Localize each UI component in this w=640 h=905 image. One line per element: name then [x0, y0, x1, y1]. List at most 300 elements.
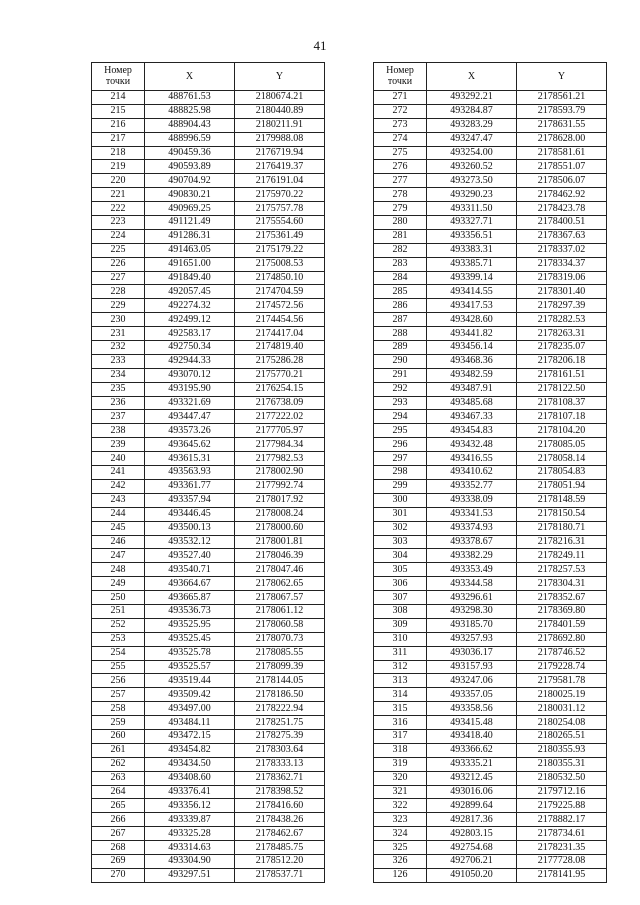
table-row [374, 646, 607, 660]
point-number-cell: 218 [92, 146, 145, 160]
table-row [374, 396, 607, 410]
y-coordinate-cell: 2178002.90 [235, 466, 325, 480]
y-coordinate-cell: 2175970.22 [235, 188, 325, 202]
table-row [374, 493, 607, 507]
y-coordinate-cell: 2176738.09 [235, 396, 325, 410]
x-coordinate-cell: 488996.59 [145, 132, 235, 146]
point-number-cell: 290 [374, 354, 427, 368]
x-coordinate-cell: 493434.50 [145, 757, 235, 771]
table-row [374, 674, 607, 688]
x-coordinate-cell: 493284.87 [427, 104, 517, 118]
point-number-cell: 296 [374, 438, 427, 452]
table-row [374, 660, 607, 674]
table-row [92, 327, 325, 341]
y-coordinate-cell: 2178362.71 [235, 771, 325, 785]
y-coordinate-cell: 2175757.78 [235, 202, 325, 216]
table-row [92, 521, 325, 535]
table-row [374, 132, 607, 146]
x-coordinate-cell: 493454.82 [145, 743, 235, 757]
header-x: X [427, 63, 517, 91]
point-number-cell: 314 [374, 688, 427, 702]
y-coordinate-cell: 2178222.94 [235, 702, 325, 716]
point-number-cell: 236 [92, 396, 145, 410]
y-coordinate-cell: 2178257.53 [517, 563, 607, 577]
point-number-cell: 216 [92, 118, 145, 132]
table-row [92, 702, 325, 716]
x-coordinate-cell: 493454.83 [427, 424, 517, 438]
x-coordinate-cell: 493525.45 [145, 632, 235, 646]
y-coordinate-cell: 2178122.50 [517, 382, 607, 396]
y-coordinate-cell: 2178304.31 [517, 577, 607, 591]
table-row [374, 813, 607, 827]
point-number-cell: 256 [92, 674, 145, 688]
point-number-cell: 292 [374, 382, 427, 396]
point-number-cell: 237 [92, 410, 145, 424]
table-row [374, 368, 607, 382]
y-coordinate-cell: 2178333.13 [235, 757, 325, 771]
point-number-cell: 308 [374, 604, 427, 618]
point-number-cell: 313 [374, 674, 427, 688]
table-row [92, 591, 325, 605]
x-coordinate-cell: 493357.05 [427, 688, 517, 702]
y-coordinate-cell: 2177728.08 [517, 854, 607, 868]
point-number-cell: 223 [92, 216, 145, 230]
table-row [374, 341, 607, 355]
x-coordinate-cell: 492583.17 [145, 327, 235, 341]
x-coordinate-cell: 493482.59 [427, 368, 517, 382]
point-number-cell: 272 [374, 104, 427, 118]
table-row [374, 577, 607, 591]
x-coordinate-cell: 493410.62 [427, 466, 517, 480]
y-coordinate-cell: 2178561.21 [517, 91, 607, 105]
x-coordinate-cell: 493356.12 [145, 799, 235, 813]
y-coordinate-cell: 2176191.04 [235, 174, 325, 188]
point-number-cell: 277 [374, 174, 427, 188]
x-coordinate-cell: 493374.93 [427, 521, 517, 535]
point-number-cell: 243 [92, 493, 145, 507]
table-row [374, 382, 607, 396]
point-number-cell: 298 [374, 466, 427, 480]
y-coordinate-cell: 2178061.12 [235, 604, 325, 618]
y-coordinate-cell: 2178423.78 [517, 202, 607, 216]
y-coordinate-cell: 2180031.12 [517, 702, 607, 716]
point-number-cell: 225 [92, 243, 145, 257]
y-coordinate-cell: 2178067.57 [235, 591, 325, 605]
x-coordinate-cell: 493036.17 [427, 646, 517, 660]
x-coordinate-cell: 493418.40 [427, 729, 517, 743]
x-coordinate-cell: 493195.90 [145, 382, 235, 396]
table-row [374, 757, 607, 771]
point-number-cell: 250 [92, 591, 145, 605]
point-number-cell: 287 [374, 313, 427, 327]
x-coordinate-cell: 493304.90 [145, 854, 235, 868]
y-coordinate-cell: 2180254.08 [517, 716, 607, 730]
point-number-cell: 221 [92, 188, 145, 202]
coordinates-table-right [373, 62, 607, 883]
y-coordinate-cell: 2178060.58 [235, 618, 325, 632]
table-row [92, 618, 325, 632]
point-number-cell: 229 [92, 299, 145, 313]
x-coordinate-cell: 493361.77 [145, 479, 235, 493]
y-coordinate-cell: 2179228.74 [517, 660, 607, 674]
point-number-cell: 267 [92, 827, 145, 841]
table-row [92, 729, 325, 743]
table-row [92, 160, 325, 174]
x-coordinate-cell: 492057.45 [145, 285, 235, 299]
table-row [92, 396, 325, 410]
y-coordinate-cell: 2180025.19 [517, 688, 607, 702]
y-coordinate-cell: 2178070.73 [235, 632, 325, 646]
table-row [92, 563, 325, 577]
point-number-cell: 288 [374, 327, 427, 341]
x-coordinate-cell: 493378.67 [427, 535, 517, 549]
point-number-cell: 220 [92, 174, 145, 188]
point-number-cell: 300 [374, 493, 427, 507]
table-row [374, 716, 607, 730]
x-coordinate-cell: 492754.68 [427, 841, 517, 855]
x-coordinate-cell: 491121.49 [145, 216, 235, 230]
point-number-cell: 289 [374, 341, 427, 355]
point-number-cell: 247 [92, 549, 145, 563]
table-row [92, 216, 325, 230]
table-row [92, 271, 325, 285]
y-coordinate-cell: 2178062.65 [235, 577, 325, 591]
table-row [92, 466, 325, 480]
x-coordinate-cell: 493500.13 [145, 521, 235, 535]
y-coordinate-cell: 2180674.21 [235, 91, 325, 105]
table-row [374, 229, 607, 243]
table-row [374, 313, 607, 327]
x-coordinate-cell: 492899.64 [427, 799, 517, 813]
x-coordinate-cell: 493247.06 [427, 674, 517, 688]
table-row [374, 702, 607, 716]
table-row [374, 535, 607, 549]
y-coordinate-cell: 2177982.53 [235, 452, 325, 466]
point-number-cell: 253 [92, 632, 145, 646]
table-row [374, 688, 607, 702]
point-number-cell: 261 [92, 743, 145, 757]
table-row [92, 118, 325, 132]
table-row [374, 202, 607, 216]
y-coordinate-cell: 2178235.07 [517, 341, 607, 355]
point-number-cell: 324 [374, 827, 427, 841]
table-row [374, 729, 607, 743]
point-number-cell: 252 [92, 618, 145, 632]
table-row [374, 743, 607, 757]
point-number-cell: 262 [92, 757, 145, 771]
x-coordinate-cell: 493540.71 [145, 563, 235, 577]
x-coordinate-cell: 490969.25 [145, 202, 235, 216]
point-number-cell: 268 [92, 841, 145, 855]
x-coordinate-cell: 493335.21 [427, 757, 517, 771]
x-coordinate-cell: 492803.15 [427, 827, 517, 841]
point-number-cell: 219 [92, 160, 145, 174]
table-row [92, 188, 325, 202]
x-coordinate-cell: 493212.45 [427, 771, 517, 785]
point-number-cell: 280 [374, 216, 427, 230]
point-number-cell: 315 [374, 702, 427, 716]
point-number-cell: 318 [374, 743, 427, 757]
table-row [92, 757, 325, 771]
x-coordinate-cell: 493525.57 [145, 660, 235, 674]
y-coordinate-cell: 2180265.51 [517, 729, 607, 743]
y-coordinate-cell: 2178319.06 [517, 271, 607, 285]
point-number-cell: 239 [92, 438, 145, 452]
x-coordinate-cell: 493321.69 [145, 396, 235, 410]
table-row [92, 91, 325, 105]
y-coordinate-cell: 2175361.49 [235, 229, 325, 243]
y-coordinate-cell: 2178282.53 [517, 313, 607, 327]
point-number-cell: 270 [92, 868, 145, 882]
y-coordinate-cell: 2178416.60 [235, 799, 325, 813]
table-row [374, 257, 607, 271]
y-coordinate-cell: 2178161.51 [517, 368, 607, 382]
x-coordinate-cell: 493615.31 [145, 452, 235, 466]
table-row [92, 827, 325, 841]
x-coordinate-cell: 492706.21 [427, 854, 517, 868]
y-coordinate-cell: 2178180.71 [517, 521, 607, 535]
point-number-cell: 316 [374, 716, 427, 730]
y-coordinate-cell: 2178551.07 [517, 160, 607, 174]
point-number-cell: 227 [92, 271, 145, 285]
point-number-cell: 326 [374, 854, 427, 868]
header-x: X [145, 63, 235, 91]
table-row [92, 424, 325, 438]
point-number-cell: 321 [374, 785, 427, 799]
y-coordinate-cell: 2178141.95 [517, 868, 607, 882]
point-number-cell: 231 [92, 327, 145, 341]
point-number-cell: 257 [92, 688, 145, 702]
table-row [92, 674, 325, 688]
x-coordinate-cell: 493664.67 [145, 577, 235, 591]
y-coordinate-cell: 2178692.80 [517, 632, 607, 646]
y-coordinate-cell: 2175286.28 [235, 354, 325, 368]
x-coordinate-cell: 493257.93 [427, 632, 517, 646]
x-coordinate-cell: 493016.06 [427, 785, 517, 799]
x-coordinate-cell: 493525.95 [145, 618, 235, 632]
point-number-cell: 260 [92, 729, 145, 743]
table-row [92, 799, 325, 813]
x-coordinate-cell: 493357.94 [145, 493, 235, 507]
point-number-cell: 297 [374, 452, 427, 466]
y-coordinate-cell: 2178186.50 [235, 688, 325, 702]
point-number-cell: 274 [374, 132, 427, 146]
x-coordinate-cell: 493314.63 [145, 841, 235, 855]
y-coordinate-cell: 2178334.37 [517, 257, 607, 271]
point-number-cell: 284 [374, 271, 427, 285]
x-coordinate-cell: 493358.56 [427, 702, 517, 716]
x-coordinate-cell: 493563.93 [145, 466, 235, 480]
x-coordinate-cell: 490830.21 [145, 188, 235, 202]
table-row [374, 91, 607, 105]
y-coordinate-cell: 2180211.91 [235, 118, 325, 132]
x-coordinate-cell: 493485.68 [427, 396, 517, 410]
point-number-cell: 299 [374, 479, 427, 493]
table-row [374, 771, 607, 785]
table-row [92, 146, 325, 160]
table-row [374, 563, 607, 577]
point-number-cell: 303 [374, 535, 427, 549]
y-coordinate-cell: 2178104.20 [517, 424, 607, 438]
y-coordinate-cell: 2178150.54 [517, 507, 607, 521]
y-coordinate-cell: 2176719.94 [235, 146, 325, 160]
coordinates-table-left [91, 62, 325, 883]
x-coordinate-cell: 493645.62 [145, 438, 235, 452]
point-number-cell: 228 [92, 285, 145, 299]
point-number-cell: 275 [374, 146, 427, 160]
x-coordinate-cell: 493484.11 [145, 716, 235, 730]
table-row [374, 604, 607, 618]
y-coordinate-cell: 2178001.81 [235, 535, 325, 549]
point-number-cell: 309 [374, 618, 427, 632]
point-number-cell: 245 [92, 521, 145, 535]
table-row [374, 591, 607, 605]
point-number-cell: 282 [374, 243, 427, 257]
table-body-left [92, 91, 325, 883]
table-row [374, 243, 607, 257]
table-row [92, 229, 325, 243]
table-row [92, 785, 325, 799]
x-coordinate-cell: 493383.31 [427, 243, 517, 257]
table-row [92, 313, 325, 327]
y-coordinate-cell: 2178099.39 [235, 660, 325, 674]
y-coordinate-cell: 2178144.05 [235, 674, 325, 688]
header-y: Y [235, 63, 325, 91]
header-point-number: Номер точки [92, 63, 145, 91]
table-row [92, 854, 325, 868]
x-coordinate-cell: 488761.53 [145, 91, 235, 105]
x-coordinate-cell: 493468.36 [427, 354, 517, 368]
y-coordinate-cell: 2178628.00 [517, 132, 607, 146]
x-coordinate-cell: 493382.29 [427, 549, 517, 563]
x-coordinate-cell: 493532.12 [145, 535, 235, 549]
y-coordinate-cell: 2174454.56 [235, 313, 325, 327]
x-coordinate-cell: 493408.60 [145, 771, 235, 785]
y-coordinate-cell: 2178017.92 [235, 493, 325, 507]
table-row [92, 688, 325, 702]
table-row [92, 632, 325, 646]
x-coordinate-cell: 493070.12 [145, 368, 235, 382]
x-coordinate-cell: 493519.44 [145, 674, 235, 688]
x-coordinate-cell: 492499.12 [145, 313, 235, 327]
point-number-cell: 301 [374, 507, 427, 521]
y-coordinate-cell: 2177705.97 [235, 424, 325, 438]
table-body-right [374, 91, 607, 883]
y-coordinate-cell: 2174850.10 [235, 271, 325, 285]
point-number-cell: 304 [374, 549, 427, 563]
y-coordinate-cell: 2178085.05 [517, 438, 607, 452]
point-number-cell: 240 [92, 452, 145, 466]
x-coordinate-cell: 490593.89 [145, 160, 235, 174]
point-number-cell: 238 [92, 424, 145, 438]
table-row [92, 452, 325, 466]
y-coordinate-cell: 2178485.75 [235, 841, 325, 855]
table-row [92, 577, 325, 591]
y-coordinate-cell: 2178631.55 [517, 118, 607, 132]
point-number-cell: 319 [374, 757, 427, 771]
y-coordinate-cell: 2175008.53 [235, 257, 325, 271]
table-row [374, 174, 607, 188]
y-coordinate-cell: 2178398.52 [235, 785, 325, 799]
y-coordinate-cell: 2175770.21 [235, 368, 325, 382]
y-coordinate-cell: 2178512.20 [235, 854, 325, 868]
y-coordinate-cell: 2178263.31 [517, 327, 607, 341]
point-number-cell: 230 [92, 313, 145, 327]
y-coordinate-cell: 2174417.04 [235, 327, 325, 341]
point-number-cell: 244 [92, 507, 145, 521]
point-number-cell: 322 [374, 799, 427, 813]
table-row [374, 785, 607, 799]
x-coordinate-cell: 493273.50 [427, 174, 517, 188]
table-row [92, 174, 325, 188]
y-coordinate-cell: 2180355.31 [517, 757, 607, 771]
point-number-cell: 323 [374, 813, 427, 827]
y-coordinate-cell: 2176419.37 [235, 160, 325, 174]
x-coordinate-cell: 493432.48 [427, 438, 517, 452]
table-row [92, 285, 325, 299]
y-coordinate-cell: 2178249.11 [517, 549, 607, 563]
point-number-cell: 242 [92, 479, 145, 493]
point-number-cell: 232 [92, 341, 145, 355]
y-coordinate-cell: 2178537.71 [235, 868, 325, 882]
point-number-cell: 302 [374, 521, 427, 535]
point-number-cell: 305 [374, 563, 427, 577]
x-coordinate-cell: 493414.55 [427, 285, 517, 299]
table-row [92, 841, 325, 855]
table-row [92, 132, 325, 146]
x-coordinate-cell: 493296.61 [427, 591, 517, 605]
table-row [374, 118, 607, 132]
x-coordinate-cell: 491463.05 [145, 243, 235, 257]
y-coordinate-cell: 2179225.88 [517, 799, 607, 813]
x-coordinate-cell: 493247.47 [427, 132, 517, 146]
point-number-cell: 317 [374, 729, 427, 743]
table-row [374, 410, 607, 424]
table-row [92, 507, 325, 521]
table-row [92, 813, 325, 827]
x-coordinate-cell: 493254.00 [427, 146, 517, 160]
point-number-cell: 249 [92, 577, 145, 591]
x-coordinate-cell: 493353.49 [427, 563, 517, 577]
x-coordinate-cell: 491651.00 [145, 257, 235, 271]
point-number-cell: 279 [374, 202, 427, 216]
y-coordinate-cell: 2177222.02 [235, 410, 325, 424]
y-coordinate-cell: 2178058.14 [517, 452, 607, 466]
table-row [374, 799, 607, 813]
point-number-cell: 264 [92, 785, 145, 799]
y-coordinate-cell: 2178369.80 [517, 604, 607, 618]
y-coordinate-cell: 2180532.50 [517, 771, 607, 785]
table-header-row [92, 63, 325, 91]
table-row [92, 771, 325, 785]
point-number-cell: 263 [92, 771, 145, 785]
table-row [92, 299, 325, 313]
point-number-cell: 235 [92, 382, 145, 396]
point-number-cell: 251 [92, 604, 145, 618]
x-coordinate-cell: 493446.45 [145, 507, 235, 521]
y-coordinate-cell: 2178506.07 [517, 174, 607, 188]
x-coordinate-cell: 493325.28 [145, 827, 235, 841]
x-coordinate-cell: 493290.23 [427, 188, 517, 202]
point-number-cell: 295 [374, 424, 427, 438]
y-coordinate-cell: 2178216.31 [517, 535, 607, 549]
point-number-cell: 271 [374, 91, 427, 105]
point-number-cell: 307 [374, 591, 427, 605]
x-coordinate-cell: 493311.50 [427, 202, 517, 216]
y-coordinate-cell: 2178085.55 [235, 646, 325, 660]
x-coordinate-cell: 493441.82 [427, 327, 517, 341]
point-number-cell: 254 [92, 646, 145, 660]
